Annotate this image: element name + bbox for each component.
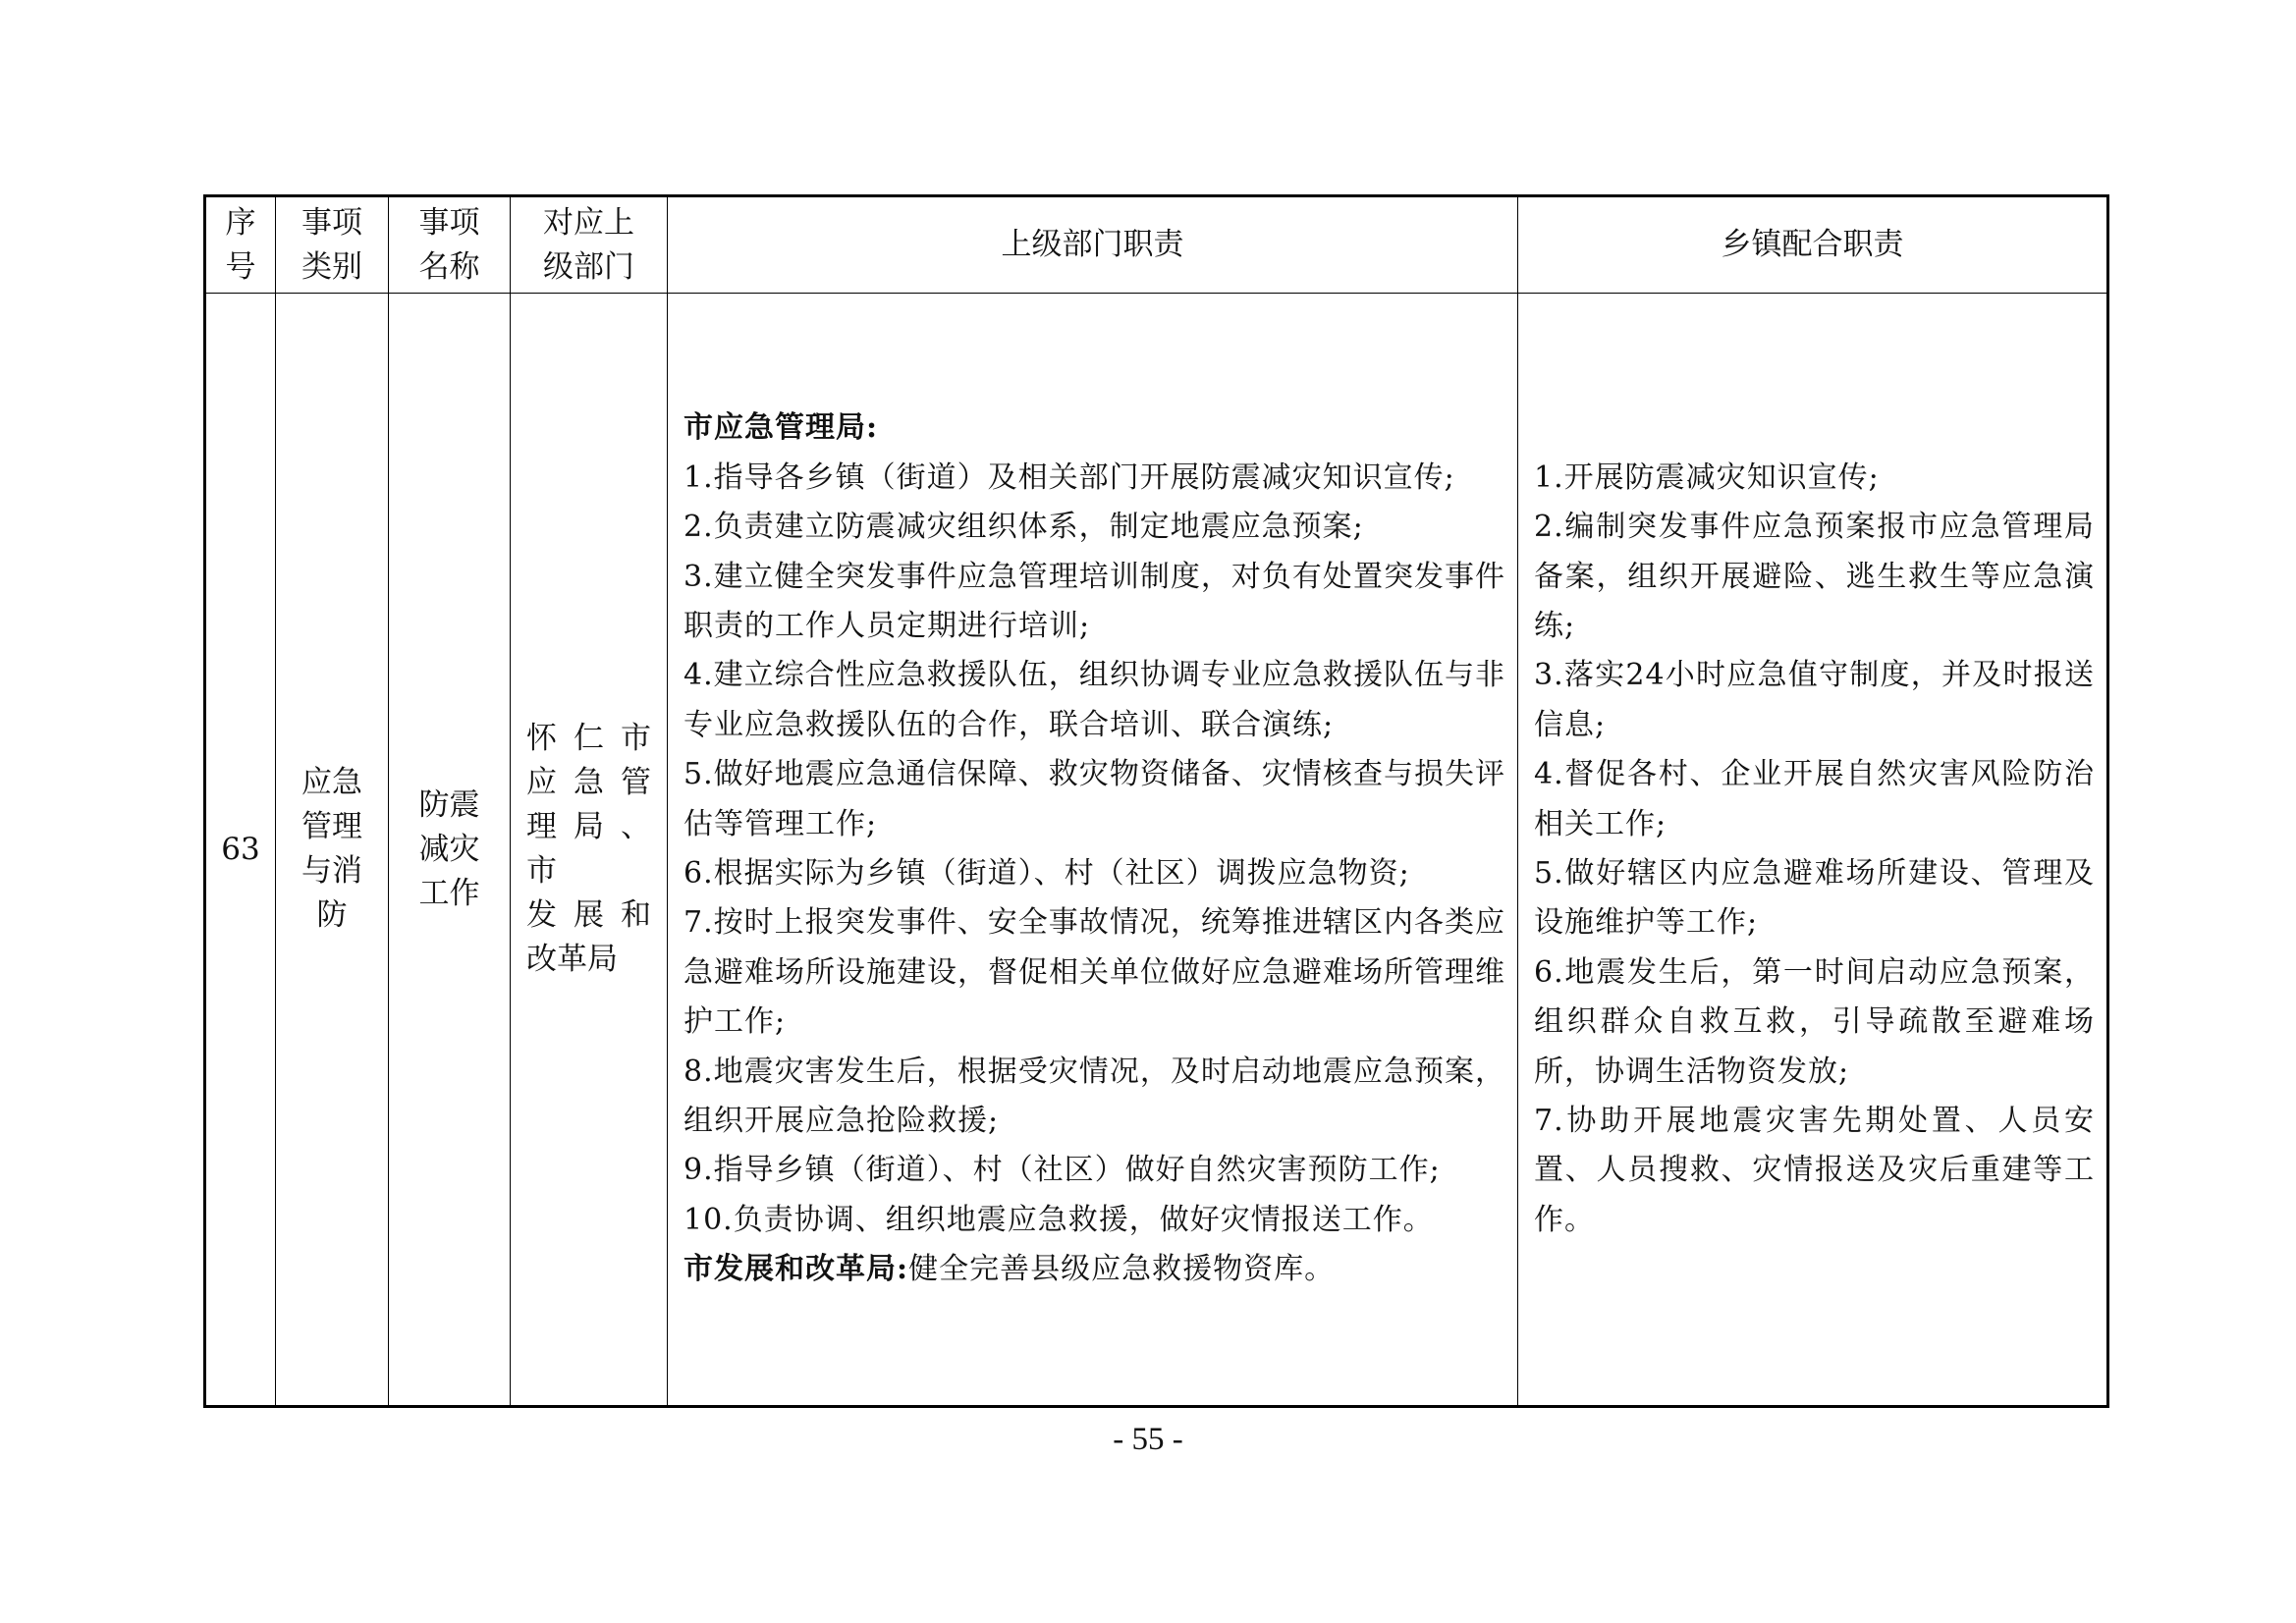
upper-duty-item: 1.指导各乡镇（街道）及相关部门开展防震减灾知识宣传; — [683, 460, 1455, 495]
upper-duties-drc — [683, 1245, 1505, 1294]
row-category — [276, 294, 389, 1407]
header-serial — [205, 196, 276, 294]
town-duty-item: 3.落实24小时应急值守制度，并及时报送信息; — [1534, 658, 2095, 742]
town-duty-item: 4.督促各村、企业开展自然灾害风险防治相关工作; — [1534, 757, 2095, 841]
upper-duty-item: 4.建立综合性应急救援队伍，组织协调专业应急救援队伍与非专业应急救援队伍的合作，联合培训、联合演练; — [683, 658, 1505, 742]
header-item-name-line: 事项 — [418, 204, 480, 241]
dept-line: 理局、市 — [526, 809, 653, 889]
category-line: 管理 — [301, 809, 362, 844]
header-upper-dept-line: 对应上 — [543, 204, 634, 241]
header-serial-line: 序 — [225, 204, 256, 241]
category-line: 与消 — [301, 853, 362, 889]
upper-duty-item: 7.按时上报突发事件、安全事故情况，统筹推进辖区内各类应急避难场所设施建设，督促相关单位做好应急避难场所管理维护工作; — [683, 905, 1505, 1040]
row-item-name — [389, 294, 511, 1407]
org-label-emergency: 市应急管理局: — [683, 410, 879, 446]
dept-line: 发 展 和 — [526, 897, 653, 933]
upper-duty-item: 9.指导乡镇（街道）、村（社区）做好自然灾害预防工作; — [683, 1153, 1441, 1188]
header-category-line: 类别 — [301, 248, 362, 285]
header-town-duties: 乡镇配合职责 — [1518, 196, 2108, 294]
item-name-line: 防震 — [418, 786, 480, 823]
town-duty-item: 6.地震发生后，第一时间启动应急预案，组织群众自救互救，引导疏散至避难场所，协调生活物资发放; — [1534, 954, 2095, 1089]
town-duties-cell — [1518, 294, 2108, 1407]
upper-duty-item: 8.地震灾害发生后，根据受灾情况，及时启动地震应急预案，组织开展应急抢险救援; — [683, 1054, 1505, 1139]
page-number: - 55 - — [1113, 1422, 1183, 1457]
town-duty-item: 5.做好辖区内应急避难场所建设、管理及设施维护等工作; — [1534, 856, 2095, 941]
row-upper-dept — [511, 294, 668, 1407]
item-name-line: 减灾 — [418, 831, 480, 867]
header-category-line: 事项 — [301, 204, 362, 241]
dept-line: 应 急 管 — [526, 765, 653, 800]
town-duty-item: 7.协助开展地震灾害先期处置、人员安置、人员搜救、灾情报送及灾后重建等工作。 — [1534, 1104, 2095, 1237]
dept-line: 怀 仁 市 — [526, 721, 653, 756]
header-upper-duties: 上级部门职责 — [668, 196, 1518, 294]
town-duty-item: 1.开展防震减灾知识宣传; — [1534, 460, 1880, 495]
category-line: 应急 — [301, 765, 362, 800]
town-duty-item: 2.编制突发事件应急预案报市应急管理局备案，组织开展避险、逃生救生等应急演练; — [1534, 510, 2095, 643]
header-item-name-line: 名称 — [418, 248, 480, 285]
drc-duty-text: 健全完善县级应急救援物资库。 — [908, 1252, 1336, 1287]
item-name-line: 工作 — [418, 875, 480, 911]
upper-duty-item: 3.建立健全突发事件应急管理培训制度，对负有处置突发事件职责的工作人员定期进行培训; — [683, 559, 1505, 643]
header-category — [276, 196, 389, 294]
header-serial-line: 号 — [225, 248, 256, 285]
header-upper-dept — [511, 196, 668, 294]
header-item-name — [389, 196, 511, 294]
upper-duty-item: 5.做好地震应急通信保障、救灾物资储备、灾情核查与损失评估等管理工作; — [683, 757, 1505, 841]
upper-duty-item: 6.根据实际为乡镇（街道）、村（社区）调拨应急物资; — [683, 856, 1410, 891]
duty-table — [203, 194, 2109, 1408]
category-line: 防 — [316, 897, 348, 933]
header-upper-dept-line: 级部门 — [543, 248, 634, 285]
upper-duty-item: 2.负责建立防震减灾组织体系，制定地震应急预案; — [683, 510, 1364, 545]
table-header-row — [205, 196, 2108, 294]
upper-duties-cell — [668, 294, 1518, 1407]
org-label-drc: 市发展和改革局: — [683, 1252, 909, 1287]
upper-duty-item: 10.负责协调、组织地震应急救援，做好灾情报送工作。 — [683, 1202, 1434, 1237]
upper-duties-heading — [683, 404, 1505, 453]
row-number: 63 — [205, 294, 276, 1407]
dept-line: 改革局 — [526, 942, 618, 977]
table-row — [205, 294, 2108, 1407]
